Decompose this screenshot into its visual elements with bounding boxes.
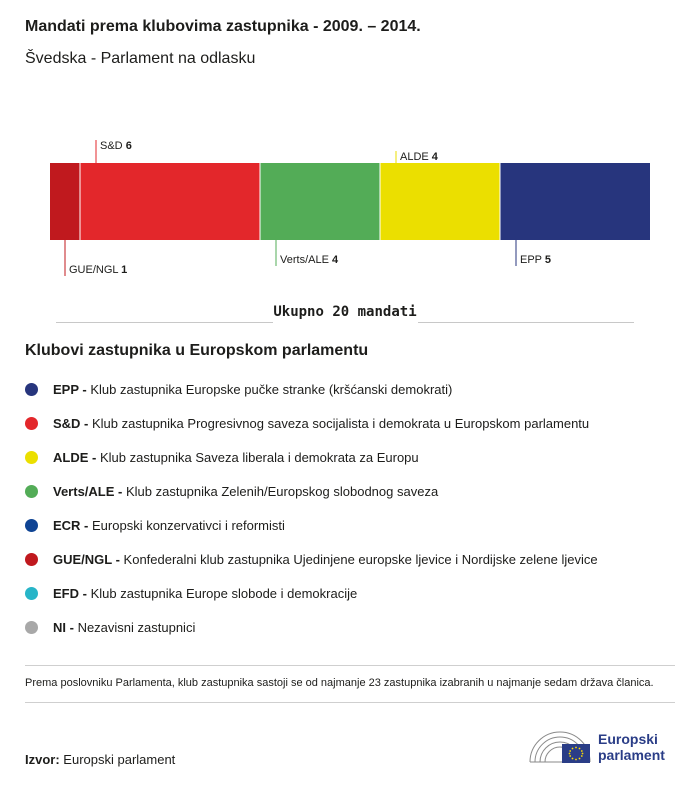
legend-color-dot <box>25 587 38 600</box>
total-seats <box>56 300 634 342</box>
legend-item <box>25 372 598 406</box>
footnote: Prema poslovniku Parlamenta, klub zastupnika sastoji se od najmanje 23 zastupnika izabranih u najmanje sedam država članica. <box>25 665 675 703</box>
bar-segment-epp <box>500 163 650 240</box>
data-label-gue-ngl: GUE/NGL 1 <box>69 264 128 276</box>
data-label-epp: EPP 5 <box>520 254 551 266</box>
legend-item <box>25 406 598 440</box>
logo-text-line1: Europski <box>598 731 658 747</box>
chart-title: Mandati prema klubovima zastupnika - 2009. – 2014. <box>25 18 421 35</box>
legend-color-dot <box>25 417 38 430</box>
group-legend <box>25 372 598 644</box>
legend-description: Nezavisni zastupnici <box>77 619 196 635</box>
legend-abbreviation: GUE/NGL - <box>53 551 124 567</box>
legend-abbreviation: NI - <box>53 619 78 635</box>
legend-item <box>25 474 598 508</box>
legend-description: Klub zastupnika Europske pučke stranke (kršćanski demokrati) <box>90 381 453 397</box>
legend-abbreviation: ALDE - <box>53 449 100 465</box>
total-divider-right <box>418 322 634 323</box>
legend-color-dot <box>25 485 38 498</box>
bar-segment-gue-ngl <box>50 163 80 240</box>
legend-description: Europski konzervativci i reformisti <box>92 517 285 533</box>
legend-abbreviation: Verts/ALE - <box>53 483 126 499</box>
source-value: Europski parlament <box>63 752 176 767</box>
stacked-seat-bar-chart <box>0 130 700 280</box>
legend-description: Klub zastupnika Saveza liberala i demokrata za Europu <box>99 449 419 465</box>
total-divider-left <box>56 322 273 323</box>
legend-color-dot <box>25 383 38 396</box>
logo-text-line2: parlament <box>598 747 665 763</box>
legend-description: Klub zastupnika Progresivnog saveza socijalista i demokrata u Europskom parlamentu <box>92 415 590 431</box>
data-label-alde: ALDE 4 <box>400 151 438 163</box>
data-label-s-d: S&D 6 <box>100 140 132 152</box>
chart-subtitle: Švedska - Parlament na odlasku <box>25 50 256 67</box>
legend-item <box>25 576 598 610</box>
legend-abbreviation: S&D - <box>53 415 92 431</box>
bar-segment-verts-ale <box>260 163 380 240</box>
data-label-verts-ale: Verts/ALE 4 <box>280 254 339 266</box>
legend-item <box>25 610 598 644</box>
legend-color-dot <box>25 519 38 532</box>
legend-item <box>25 440 598 474</box>
legend-color-dot <box>25 621 38 634</box>
hemicycle-flag-icon <box>528 728 592 766</box>
legend-item <box>25 508 598 542</box>
legend-heading: Klubovi zastupnika u Europskom parlamentu <box>25 342 369 359</box>
legend-description: Klub zastupnika Europe slobode i demokracije <box>90 585 358 601</box>
legend-color-dot <box>25 553 38 566</box>
european-parliament-logo <box>528 728 665 766</box>
legend-abbreviation: EFD - <box>53 585 91 601</box>
legend-item <box>25 542 598 576</box>
bar-segment-s-d <box>80 163 260 240</box>
legend-abbreviation: ECR - <box>53 517 92 533</box>
legend-description: Klub zastupnika Zelenih/Europskog slobodnog saveza <box>125 483 439 499</box>
legend-color-dot <box>25 451 38 464</box>
bar-segment-alde <box>380 163 500 240</box>
legend-description: Konfederalni klub zastupnika Ujedinjene europske ljevice i Nordijske zelene ljevice <box>123 551 598 567</box>
source-line <box>25 752 175 767</box>
total-seats-label: Ukupno 20 mandati <box>273 304 417 320</box>
source-label: Izvor: <box>25 752 60 767</box>
legend-abbreviation: EPP - <box>53 381 91 397</box>
